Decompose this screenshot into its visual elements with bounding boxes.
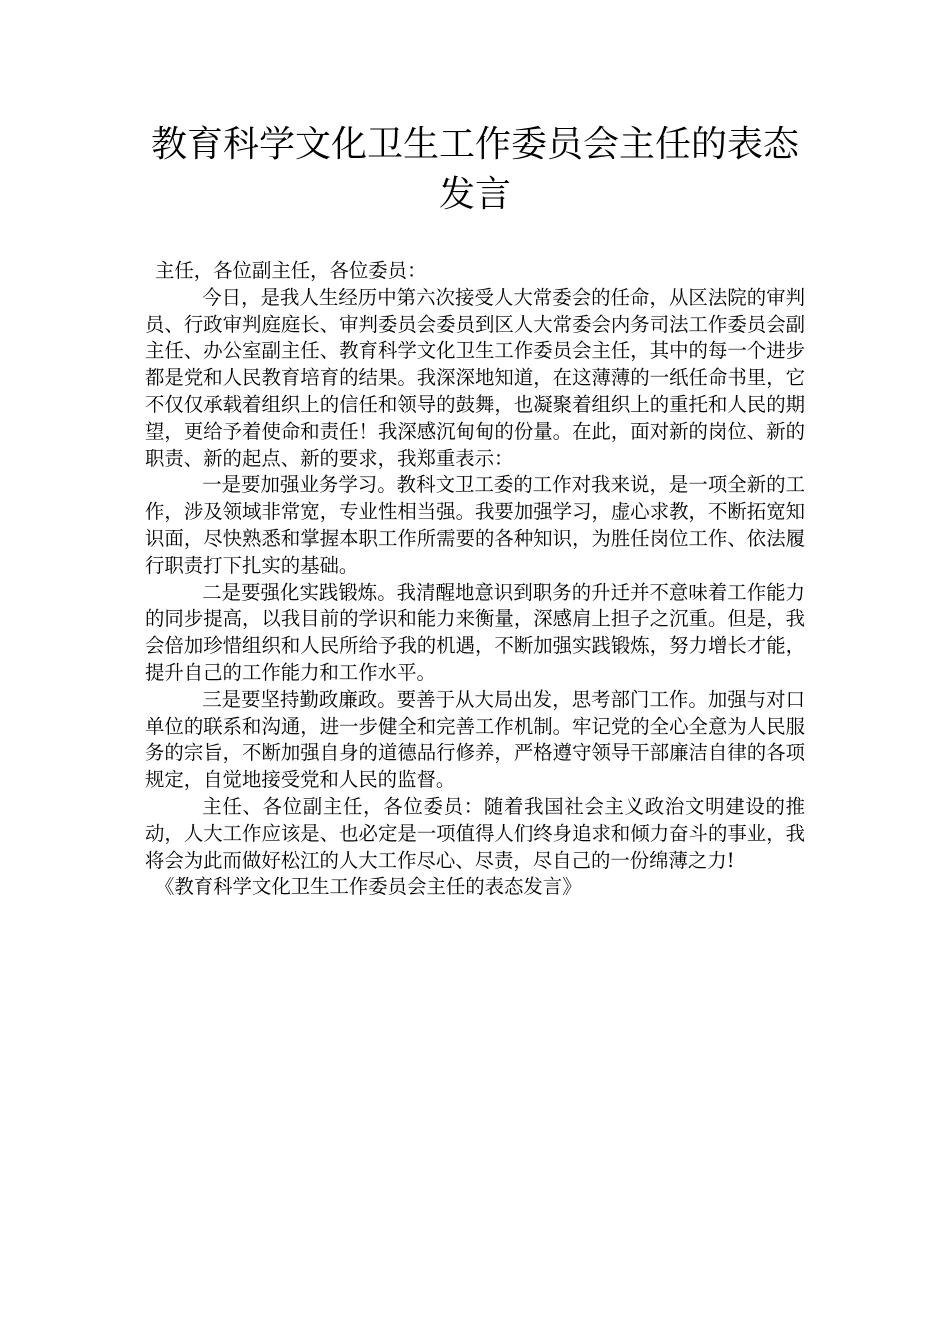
document-body: [145, 258, 805, 901]
document-caption: 《教育科学文化卫生工作委员会主任的表态发言》: [155, 875, 582, 899]
paragraph-intro: 今日，是我人生经历中第六次接受人大常委会的任命，从区法院的审判员、行政审判庭庭长、审判委员会委员到区人大常委会内务司法工作委员会副主任、办公室副主任、教育科学文化卫生工作委员会主任，其中的每一个进步都是党和人民教育培育的结果。我深深地知道，在这薄薄的一纸任命书里，它不仅仅承载着组织上的信任和领导的鼓舞，也凝聚着组织上的重托和人民的期望，更给予着使命和责任！我深感沉甸甸的份量。在此，面对新的岗位、新的职责、新的起点、新的要求，我郑重表示：: [145, 285, 805, 470]
salutation: 主任，各位副主任，各位委员：: [155, 259, 427, 282]
paragraph-point-one: 一是要加强业务学习。教科文卫工委的工作对我来说，是一项全新的工作，涉及领域非常宽，专业性相当强。我要加强学习，虚心求教，不断拓宽知识面，尽快熟悉和掌握本职工作所需要的各种知识，为胜任岗位工作、依法履行职责打下扎实的基础。: [145, 473, 805, 577]
paragraph-point-three: 三是要坚持勤政廉政。要善于从大局出发，思考部门工作。加强与对口单位的联系和沟通，进一步健全和完善工作机制。牢记党的全心全意为人民服务的宗旨，不断加强自身的道德品行修养，严格遵守领导干部廉洁自律的各项规定，自觉地接受党和人民的监督。: [145, 687, 805, 792]
paragraph-point-two: 二是要强化实践锻炼。我清醒地意识到职务的升迁并不意味着工作能力的同步提高，以我目前的学识和能力来衡量，深感肩上担子之沉重。但是，我会倍加珍惜组织和人民所给予我的机遇，不断加强实践锻炼，努力增长才能，提升自己的工作能力和工作水平。: [145, 580, 805, 684]
paragraph-closing: 主任、各位副主任，各位委员：随着我国社会主义政治文明建设的推动，人大工作应该是、也必定是一项值得人们终身追求和倾力奋斗的事业，我将会为此而做好松江的人大工作尽心、尽责，尽自己的一份绵薄之力!: [145, 794, 805, 872]
document-page: [145, 120, 805, 901]
document-title: 教育科学文化卫生工作委员会主任的表态发言: [150, 124, 799, 215]
